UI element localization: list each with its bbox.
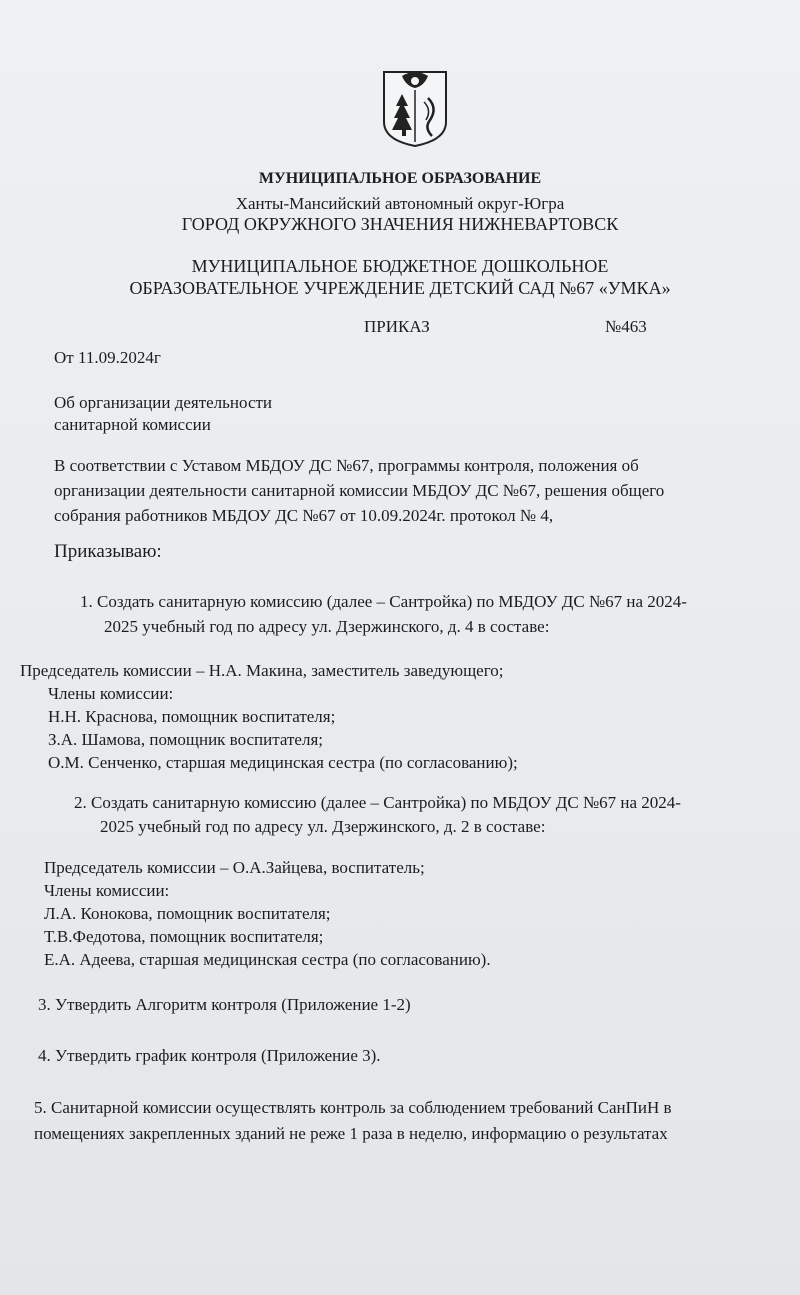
- item-1-line-2: 2025 учебный год по адресу ул. Дзержинского, д. 4 в составе:: [104, 617, 550, 636]
- institution-line-1: МУНИЦИПАЛЬНОЕ БЮДЖЕТНОЕ ДОШКОЛЬНОЕ: [191, 256, 609, 276]
- preamble-line-2: организации деятельности санитарной комиссии МБДОУ ДС №67, решения общего: [54, 481, 665, 500]
- item-1-member: О.М. Сенченко, старшая медицинская сестра (по согласованию);: [48, 753, 518, 772]
- coat-of-arms-icon: [380, 68, 450, 148]
- decree-word: Приказываю:: [54, 541, 162, 562]
- item-1-member: З.А. Шамова, помощник воспитателя;: [48, 730, 323, 749]
- item-2-chair: Председатель комиссии – О.А.Зайцева, воспитатель;: [44, 858, 425, 877]
- preamble-line-3: собрания работников МБДОУ ДС №67 от 10.09.2024г. протокол № 4,: [54, 506, 554, 525]
- subject-line-2: санитарной комиссии: [54, 415, 211, 434]
- item-2-member: Л.А. Конокова, помощник воспитателя;: [44, 904, 331, 923]
- item-3: 3. Утвердить Алгоритм контроля (Приложение 1-2): [38, 995, 411, 1014]
- item-2-members-label: Члены комиссии:: [44, 881, 170, 900]
- city-line: ГОРОД ОКРУЖНОГО ЗНАЧЕНИЯ НИЖНЕВАРТОВСК: [181, 214, 619, 234]
- item-1-line-1: 1. Создать санитарную комиссию (далее – Сантройка) по МБДОУ ДС №67 на 2024-: [80, 592, 687, 611]
- item-2-member: Т.В.Федотова, помощник воспитателя;: [44, 927, 324, 946]
- item-1-members-label: Члены комиссии:: [48, 684, 174, 703]
- region-line: Ханты-Мансийский автономный округ-Югра: [235, 194, 565, 213]
- order-title: ПРИКАЗ: [364, 317, 430, 336]
- subject-line-1: Об организации деятельности: [54, 393, 273, 412]
- item-5-line-2: помещениях закрепленных зданий не реже 1 раза в неделю, информацию о результатах: [34, 1124, 668, 1143]
- municipality-heading: МУНИЦИПАЛЬНОЕ ОБРАЗОВАНИЕ: [258, 170, 542, 187]
- order-number: №463: [605, 317, 647, 336]
- preamble-line-1: В соответствии с Уставом МБДОУ ДС №67, программы контроля, положения об: [54, 456, 639, 475]
- order-date: От 11.09.2024г: [54, 348, 161, 367]
- institution-line-2: ОБРАЗОВАТЕЛЬНОЕ УЧРЕЖДЕНИЕ ДЕТСКИЙ САД №67 «УМКА»: [129, 278, 671, 298]
- item-1-member: Н.Н. Краснова, помощник воспитателя;: [48, 707, 336, 726]
- item-2-member: Е.А. Адеева, старшая медицинская сестра (по согласованию).: [44, 950, 491, 969]
- item-2-line-1: 2. Создать санитарную комиссию (далее – Сантройка) по МБДОУ ДС №67 на 2024-: [74, 793, 681, 812]
- item-2-line-2: 2025 учебный год по адресу ул. Дзержинского, д. 2 в составе:: [100, 817, 546, 836]
- item-5-line-1: 5. Санитарной комиссии осуществлять контроль за соблюдением требований СанПиН в: [34, 1098, 672, 1117]
- item-1-chair: Председатель комиссии – Н.А. Макина, заместитель заведующего;: [20, 661, 504, 680]
- item-4: 4. Утвердить график контроля (Приложение 3).: [38, 1046, 381, 1065]
